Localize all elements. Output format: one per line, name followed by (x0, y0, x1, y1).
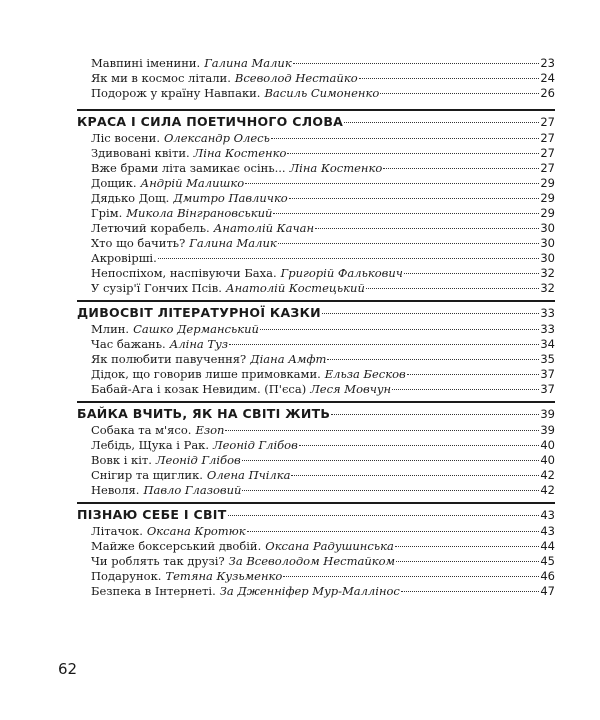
page-ref: 44 (540, 539, 555, 553)
section-title: ПІЗНАЮ СЕБЕ І СВІТ (77, 507, 227, 522)
entry-author: За Всеволодом Нестайком (228, 554, 396, 568)
entry-author: Григорій Фалькович (280, 266, 403, 280)
toc-entry (77, 146, 555, 161)
dot-leader (299, 445, 540, 446)
toc-entry (77, 483, 555, 498)
page-ref: 46 (540, 569, 555, 583)
page-ref: 29 (540, 191, 555, 205)
page-ref: 45 (540, 554, 555, 568)
dot-leader (344, 122, 539, 123)
entry-author: Оксана Радушинська (265, 539, 394, 553)
toc-entry (77, 438, 555, 453)
page-ref: 29 (540, 206, 555, 220)
entry-author: Леонід Глібов (213, 438, 298, 452)
section-title: БАЙКА ВЧИТЬ, ЯК НА СВІТІ ЖИТЬ (77, 406, 331, 421)
entry-title: Подарунок. (91, 569, 162, 583)
entry-author: Леся Мовчун (310, 382, 392, 396)
entry-title: Подорож у країну Навпаки. (91, 86, 261, 100)
page-ref: 40 (540, 453, 555, 467)
page-ref: 27 (540, 115, 555, 129)
page-ref: 29 (540, 176, 555, 190)
page-ref: 42 (540, 483, 555, 497)
entry-author: Всеволод Нестайко (234, 71, 358, 85)
entry-title: Чи роблять так друзі? (91, 554, 225, 568)
entry-title: Як ми в космос літали. (91, 71, 231, 85)
entry-author: За Дженніфер Мур-Маллінос (219, 584, 400, 598)
toc-entry (77, 468, 555, 483)
page-ref: 27 (540, 146, 555, 160)
toc-entry (77, 524, 555, 539)
entry-title: Дідок, що говорив лише примовками. (91, 367, 321, 381)
toc-entry (77, 251, 555, 266)
dot-leader (404, 273, 539, 274)
dot-leader (225, 430, 539, 431)
entry-title: Як полюбити павучення? (91, 352, 247, 366)
entry-title: Дядько Дощ. (91, 191, 170, 205)
dot-leader (260, 329, 539, 330)
dot-leader (293, 63, 540, 64)
dot-leader (395, 546, 540, 547)
dot-leader (359, 78, 540, 79)
page-ref: 34 (540, 337, 555, 351)
dot-leader (289, 198, 540, 199)
page-ref: 43 (540, 508, 555, 522)
toc-entry (77, 86, 555, 101)
entry-title: Вовк і кіт. (91, 453, 152, 467)
dot-leader (315, 228, 539, 229)
entry-title: Дощик. (91, 176, 137, 190)
entry-author: Оксана Кротюк (146, 524, 246, 538)
toc-entry (77, 453, 555, 468)
dot-leader (287, 153, 539, 154)
toc-entry (77, 322, 555, 337)
entry-author: Галина Малик (204, 56, 292, 70)
toc-entry (77, 71, 555, 86)
toc-section-heading (77, 300, 555, 322)
dot-leader (273, 213, 539, 214)
toc-section-heading (77, 109, 555, 131)
toc-entry (77, 206, 555, 221)
dot-leader (383, 168, 539, 169)
entry-author: Діана Амфт (250, 352, 327, 366)
entry-author: Сашко Дерманський (133, 322, 259, 336)
dot-leader (229, 344, 539, 345)
entry-author: Галина Малик (189, 236, 277, 250)
dot-leader (380, 93, 539, 94)
entry-title: Лебідь, Щука і Рак. (91, 438, 210, 452)
page-ref: 24 (540, 71, 555, 85)
page-ref: 42 (540, 468, 555, 482)
entry-title: Літачок. (91, 524, 143, 538)
dot-leader (331, 414, 539, 415)
toc-entry (77, 161, 555, 176)
entry-author: Ельза Бесков (324, 367, 406, 381)
dot-leader (247, 531, 540, 532)
dot-leader (245, 183, 539, 184)
page-ref: 39 (540, 407, 555, 421)
page-ref: 37 (540, 382, 555, 396)
page-ref: 40 (540, 438, 555, 452)
toc-section-heading (77, 502, 555, 524)
section-title: ДИВОСВІТ ЛІТЕРАТУРНОЇ КАЗКИ (77, 305, 321, 320)
entry-title: Безпека в Інтернеті. (91, 584, 216, 598)
page-ref: 30 (540, 251, 555, 265)
dot-leader (366, 288, 540, 289)
dot-leader (242, 460, 540, 461)
page-ref: 27 (540, 161, 555, 175)
entry-title: Бабай-Ага і козак Невидим. (П'єса) (91, 382, 307, 396)
entry-title: Снігир та щиглик. (91, 468, 203, 482)
table-of-contents (77, 56, 555, 599)
page-ref: 32 (540, 266, 555, 280)
toc-entry (77, 176, 555, 191)
toc-entry (77, 367, 555, 382)
entry-author: Олена Пчілка (206, 468, 291, 482)
section-title: КРАСА І СИЛА ПОЕТИЧНОГО СЛОВА (77, 114, 344, 129)
page-ref: 35 (540, 352, 555, 366)
toc-entry (77, 539, 555, 554)
dot-leader (396, 561, 539, 562)
dot-leader (271, 138, 540, 139)
page-ref: 37 (540, 367, 555, 381)
page-ref: 30 (540, 221, 555, 235)
dot-leader (278, 243, 540, 244)
entry-author: Микола Вінграновський (126, 206, 273, 220)
toc-entry (77, 423, 555, 438)
page-ref: 32 (540, 281, 555, 295)
page-ref: 47 (540, 584, 555, 598)
entry-author: Тетяна Кузьменко (165, 569, 283, 583)
entry-title: Ліс восени. (91, 131, 160, 145)
page-ref: 33 (540, 322, 555, 336)
toc-entry (77, 554, 555, 569)
entry-title: Час бажань. (91, 337, 166, 351)
entry-author: Анатолій Костецький (225, 281, 365, 295)
dot-leader (242, 490, 539, 491)
entry-author: Леонід Глібов (155, 453, 241, 467)
dot-leader (401, 591, 539, 592)
toc-section-heading (77, 401, 555, 423)
page-ref: 33 (540, 306, 555, 320)
dot-leader (283, 576, 539, 577)
dot-leader (327, 359, 539, 360)
toc-entry (77, 131, 555, 146)
entry-title: Неволя. (91, 483, 140, 497)
dot-leader (322, 313, 539, 314)
entry-author: Дмитро Павличко (173, 191, 288, 205)
entry-title: Здивовані квіти. (91, 146, 190, 160)
entry-title: Непоспіхом, наспівуючи Баха. (91, 266, 277, 280)
entry-author: Ліна Костенко (289, 161, 383, 175)
entry-author: Аліна Туз (169, 337, 229, 351)
toc-entry (77, 56, 555, 71)
entry-title: Грім. (91, 206, 123, 220)
dot-leader (228, 515, 540, 516)
toc-entry (77, 221, 555, 236)
dot-leader (158, 258, 540, 259)
entry-author: Езоп (195, 423, 225, 437)
entry-title: Хто що бачить? (91, 236, 186, 250)
entry-author: Анатолій Качан (213, 221, 315, 235)
dot-leader (407, 374, 540, 375)
entry-title: Акровірші. (91, 251, 157, 265)
page-number: 62 (58, 660, 78, 678)
entry-title: У сузір'ї Гончих Псів. (91, 281, 222, 295)
entry-title: Вже брами літа замикає осінь... (91, 161, 286, 175)
page-ref: 39 (540, 423, 555, 437)
toc-entry (77, 352, 555, 367)
toc-entry (77, 584, 555, 599)
page-ref: 43 (540, 524, 555, 538)
entry-title: Млин. (91, 322, 130, 336)
entry-author: Олександр Олесь (164, 131, 270, 145)
dot-leader (392, 389, 539, 390)
page-ref: 30 (540, 236, 555, 250)
entry-title: Мавпині іменини. (91, 56, 201, 70)
entry-title: Собака та м'ясо. (91, 423, 192, 437)
entry-title: Майже боксерський двобій. (91, 539, 262, 553)
toc-entry (77, 281, 555, 296)
entry-title: Летючий корабель. (91, 221, 210, 235)
page-ref: 26 (540, 86, 555, 100)
entry-author: Ліна Костенко (193, 146, 287, 160)
toc-entry (77, 569, 555, 584)
toc-entry (77, 191, 555, 206)
entry-author: Павло Глазовий (143, 483, 242, 497)
entry-author: Андрій Малишко (140, 176, 245, 190)
toc-entry (77, 236, 555, 251)
toc-entry (77, 266, 555, 281)
dot-leader (291, 475, 539, 476)
entry-author: Василь Симоненко (264, 86, 380, 100)
page-ref: 27 (540, 131, 555, 145)
page-ref: 23 (540, 56, 555, 70)
toc-entry (77, 382, 555, 397)
toc-entry (77, 337, 555, 352)
